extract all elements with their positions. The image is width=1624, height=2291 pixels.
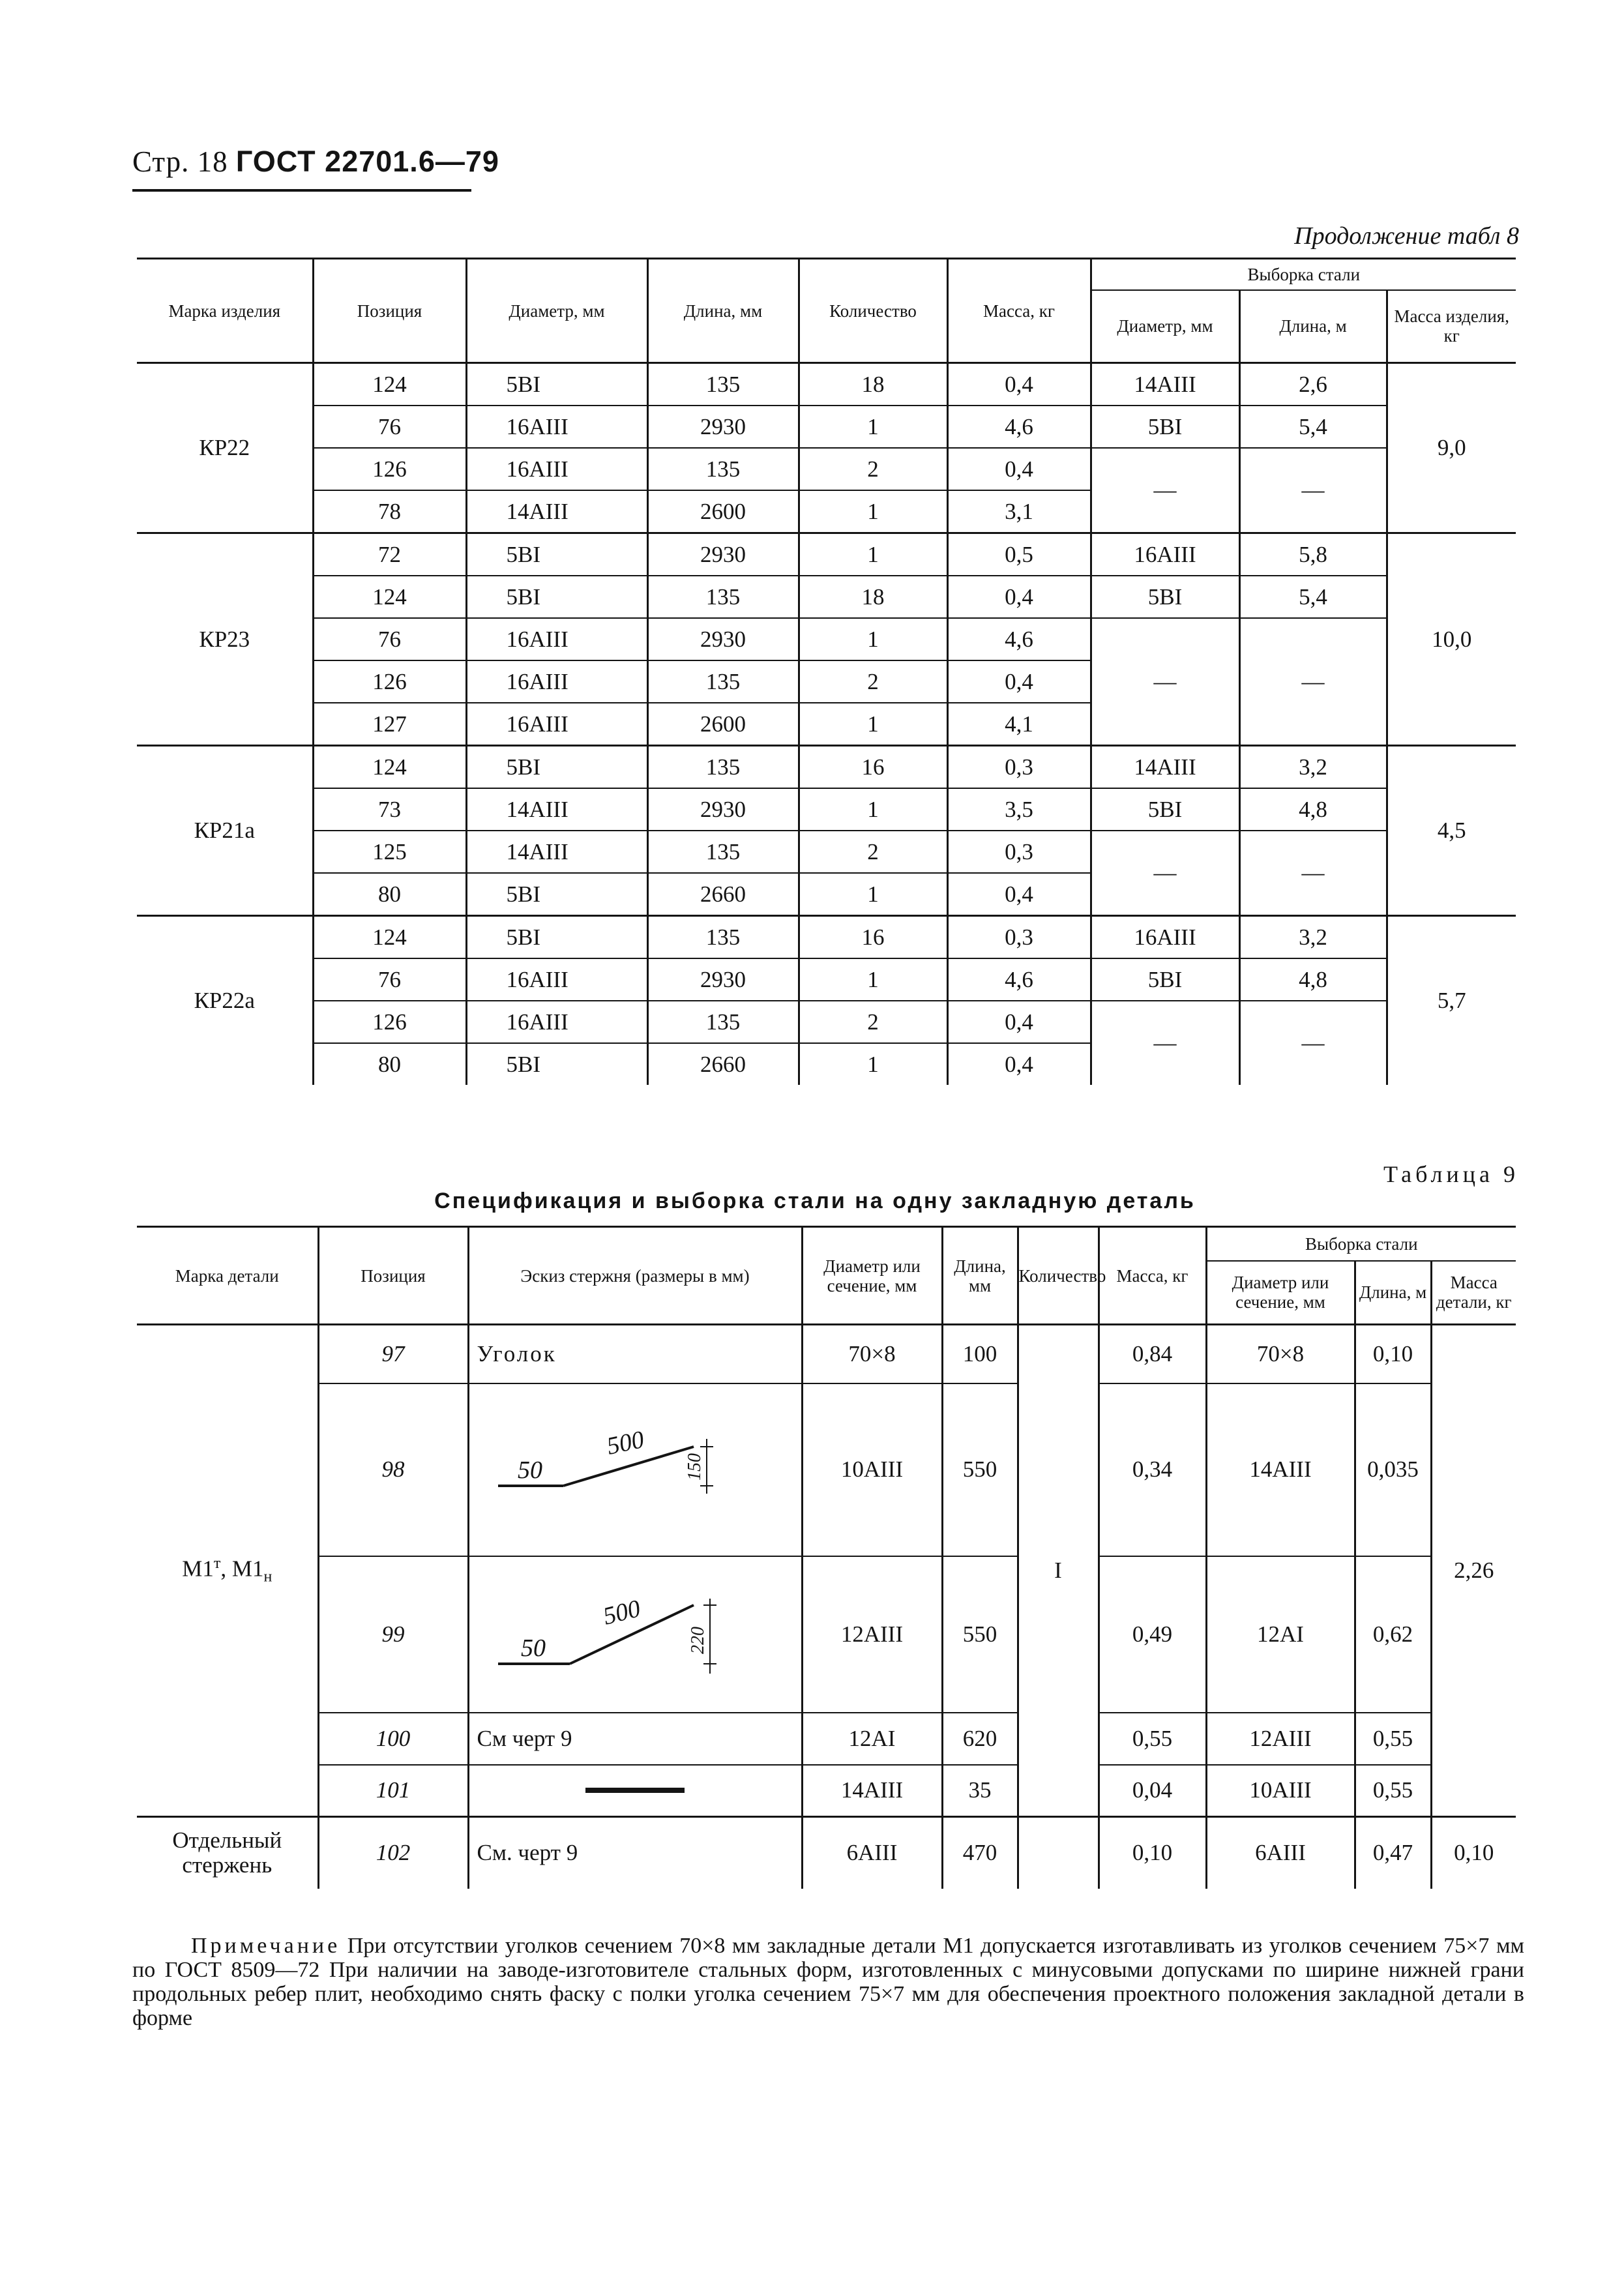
sketch98-height-dim: 150 [685,1453,705,1481]
t9-mark-main [137,1325,318,1817]
t8-position: 127 [313,703,466,746]
t9-header-quantity: Количество [1018,1227,1099,1325]
t8-mass: 3,1 [947,490,1091,533]
footnote-label: Примечание [191,1934,341,1958]
t9-row97-sel-len: 0,10 [1355,1325,1431,1383]
t8-length: 135 [647,746,799,789]
t8-quantity: 1 [799,406,947,448]
t8-sel-diameter: 16AIII [1091,533,1239,576]
table9-label: Таблица 9 [1383,1161,1519,1187]
t9-row97-pos: 97 [318,1325,468,1383]
t8-diameter: 14AIII [466,788,647,831]
t8-mass: 0,3 [947,746,1091,789]
t8-row [137,363,1516,406]
t8-row [137,831,1516,873]
t8-total-mass: 9,0 [1437,435,1466,460]
standard-code: ГОСТ 22701.6—79 [235,145,499,178]
t8-length: 2930 [647,788,799,831]
t9-header-position: Позиция [318,1227,468,1325]
t8-diameter: 16AIII [466,406,647,448]
t8-header-mass: Масса, кг [947,259,1091,363]
t8-row [137,576,1516,618]
t9-row102-len: 470 [942,1817,1018,1889]
t8-diameter: 5BI [466,363,647,406]
t9-row102-sel-mass: 0,10 [1454,1840,1494,1866]
t8-diameter: 16AIII [466,1001,647,1043]
t9-row98-diam: 10AIII [802,1383,942,1556]
t9-row102-sel-len: 0,47 [1355,1817,1431,1889]
t8-position: 80 [313,873,466,916]
t8-quantity: 1 [799,873,947,916]
t8-diameter: 5BI [466,1043,647,1085]
t8-length: 135 [647,576,799,618]
t9-row102-mass: 0,10 [1099,1817,1206,1889]
t9-row100-mass: 0,55 [1099,1713,1206,1765]
t9-mark-sup: т [213,1555,221,1573]
t8-length: 135 [647,660,799,703]
t9-mark-sep: , М1 [220,1556,264,1582]
t9-row99-sel-diam: 12AI [1206,1556,1355,1713]
sketch98-short-dim: 50 [518,1456,542,1484]
t8-mass: 0,4 [947,660,1091,703]
t8-diameter: 16AIII [466,958,647,1001]
t9-row100-len: 620 [942,1713,1018,1765]
t8-sel-length: 5,4 [1239,406,1387,448]
t8-header-sel-diameter: Диаметр, мм [1091,290,1239,363]
t9-row102-qty [1018,1817,1099,1889]
t8-header-position: Позиция [313,259,466,363]
t8-mass: 0,3 [947,831,1091,873]
footnote-text: При отсутствии уголков сечением 70×8 мм закладные детали М1 допускается изготавливать из уголков сечением 75×7 мм по ГОСТ 8509—72 При наличии на заводе-изготовителе стальных форм, изготовленных с минусовыми допусками по ширине нижней грани продольных ребер плит, необходимо снять фаску с полки уголка сечением 75×7 мм для обеспечения проектного положения закладной детали в форме [132,1934,1524,2030]
t9-header-length: Длина, мм [942,1227,1018,1325]
page-number: Стр. 18 [132,145,228,178]
t8-header-sel-mass: Масса изделия, кг [1394,306,1509,346]
t8-position: 76 [313,958,466,1001]
t8-length: 135 [647,1001,799,1043]
t9-row97-sel-diam: 70×8 [1206,1325,1355,1383]
t9-separate-mark: Отдельный стержень [137,1817,318,1889]
t8-position: 125 [313,831,466,873]
t8-quantity: 16 [799,916,947,959]
bent-bar-sketch-99 [485,1586,785,1683]
t8-diameter: 5BI [466,916,647,959]
bent-bar-sketch-98 [485,1421,785,1518]
t8-row [137,618,1516,660]
t8-mark: КР23 [137,533,313,746]
table9-title: Спецификация и выборка стали на одну закладную деталь [434,1189,1196,1213]
t8-position: 126 [313,448,466,490]
t8-sel-length: — [1239,618,1387,746]
t9-row99-mass: 0,49 [1099,1556,1206,1713]
t9-total-main: 2,26 [1431,1325,1516,1817]
table9 [137,1226,1516,1889]
t9-header-sel-diameter: Диаметр или сечение, мм [1206,1261,1355,1325]
t9-row101-sel-len: 0,55 [1355,1765,1431,1817]
t9-row97-len: 100 [942,1325,1018,1383]
t8-mass: 4,6 [947,406,1091,448]
t9-row100-sel-diam: 12AIII [1206,1713,1355,1765]
t8-mass: 4,1 [947,703,1091,746]
t8-length: 2660 [647,873,799,916]
t9-row100-diam: 12AI [802,1713,942,1765]
t8-sel-length: 4,8 [1239,958,1387,1001]
t9-row98-len: 550 [942,1383,1018,1556]
t8-diameter: 5BI [466,873,647,916]
t8-position: 80 [313,1043,466,1085]
t9-header-diameter: Диаметр или сечение, мм [802,1227,942,1325]
t8-position: 76 [313,618,466,660]
t8-length: 2930 [647,618,799,660]
t8-position: 124 [313,363,466,406]
t8-row [137,916,1516,959]
t8-length: 2930 [647,533,799,576]
t8-quantity: 2 [799,660,947,703]
t8-total-mass: 10,0 [1432,626,1472,652]
t8-total-mass: 4,5 [1437,818,1466,843]
t8-diameter: 5BI [466,576,647,618]
t8-mass: 0,4 [947,363,1091,406]
t8-length: 2660 [647,1043,799,1085]
t8-mass: 3,5 [947,788,1091,831]
t9-row98-pos: 98 [318,1383,468,1556]
t8-quantity: 2 [799,831,947,873]
t8-sel-diameter: 5BI [1091,958,1239,1001]
t8-sel-length: 4,8 [1239,788,1387,831]
t8-sel-diameter: 14AIII [1091,746,1239,789]
t8-sel-diameter: 5BI [1091,406,1239,448]
t8-mass: 0,5 [947,533,1091,576]
t8-mass: 4,6 [947,618,1091,660]
t8-position: 73 [313,788,466,831]
t8-sel-diameter: 16AIII [1091,916,1239,959]
t9-row98-sketch-cell [468,1383,802,1556]
table8 [137,258,1516,1085]
t8-header-diameter: Диаметр, мм [466,259,647,363]
t8-quantity: 1 [799,490,947,533]
t8-mass: 0,4 [947,873,1091,916]
t8-diameter: 16AIII [466,703,647,746]
t8-diameter: 14AIII [466,490,647,533]
t8-quantity: 2 [799,1001,947,1043]
t9-row102-sketch: См. черт 9 [468,1817,802,1889]
footnote [132,1934,1524,2030]
t8-mark: КР22а [137,916,313,1086]
t8-header-sel-length: Длина, м [1239,290,1387,363]
t8-mass: 0,4 [947,1001,1091,1043]
t8-position: 126 [313,660,466,703]
t9-row99-diam: 12AIII [802,1556,942,1713]
t8-mark: КР21а [137,746,313,916]
t8-row [137,533,1516,576]
t9-header-sketch: Эскиз стержня (размеры в мм) [468,1227,802,1325]
sketch99-long-dim: 500 [600,1594,643,1631]
t8-mass: 0,3 [947,916,1091,959]
t8-sel-diameter: — [1091,618,1239,746]
t8-sel-diameter: — [1091,448,1239,533]
t9-row101-pos: 101 [318,1765,468,1817]
t9-row101-len: 35 [942,1765,1018,1817]
short-bar-sketch-101 [583,1784,687,1797]
sketch99-height-dim: 220 [688,1626,708,1654]
t8-diameter: 16AIII [466,448,647,490]
t8-position: 124 [313,916,466,959]
t8-length: 135 [647,448,799,490]
t8-mass: 0,4 [947,448,1091,490]
t8-quantity: 1 [799,958,947,1001]
t9-row102-diam: 6AIII [802,1817,942,1889]
t9-row101-diam: 14AIII [802,1765,942,1817]
t8-position: 126 [313,1001,466,1043]
t9-row99-pos: 99 [318,1556,468,1713]
sketch99-short-dim: 50 [521,1634,546,1662]
t8-position: 76 [313,406,466,448]
t8-row [137,788,1516,831]
t9-row102-sel-diam: 6AIII [1206,1817,1355,1889]
t9-row100-pos: 100 [318,1713,468,1765]
t8-length: 135 [647,916,799,959]
t8-sel-diameter: 5BI [1091,788,1239,831]
t8-row [137,746,1516,789]
t9-row101-sketch-cell [468,1765,802,1817]
page-header [132,145,499,179]
t8-length: 2600 [647,490,799,533]
t9-header-mass: Масса, кг [1099,1227,1206,1325]
table8-continuation-label: Продолжение табл 8 [1294,222,1519,250]
t9-row101-mass: 0,04 [1099,1765,1206,1817]
t8-header-selection: Выборка стали [1091,259,1516,290]
t8-position: 124 [313,746,466,789]
t8-header-length: Длина, мм [647,259,799,363]
t8-length: 135 [647,363,799,406]
t8-quantity: 1 [799,618,947,660]
t8-diameter: 16AIII [466,660,647,703]
t9-row97-sketch: Уголок [468,1325,802,1383]
t9-row97-mass: 0,84 [1099,1325,1206,1383]
t8-position: 124 [313,576,466,618]
t9-row97-diam: 70×8 [802,1325,942,1383]
t9-row102-pos: 102 [318,1817,468,1889]
t8-sel-diameter: — [1091,831,1239,916]
t8-quantity: 18 [799,363,947,406]
t9-row98-sel-len: 0,035 [1355,1383,1431,1556]
t8-mass: 4,6 [947,958,1091,1001]
t9-row99-sketch-cell [468,1556,802,1713]
t8-sel-diameter: — [1091,1001,1239,1085]
t9-quantity-main: I [1018,1325,1099,1817]
t9-row98-mass: 0,34 [1099,1383,1206,1556]
t9-row101-sel-diam: 10AIII [1206,1765,1355,1817]
t8-header-mark: Марка изделия [137,259,313,363]
t9-row100-sketch: См черт 9 [468,1713,802,1765]
t8-diameter: 5BI [466,533,647,576]
t8-quantity: 1 [799,533,947,576]
t8-quantity: 1 [799,703,947,746]
t9-header-mark: Марка детали [137,1227,318,1325]
t8-diameter: 16AIII [466,618,647,660]
t8-sel-length: 2,6 [1239,363,1387,406]
t8-sel-length: 3,2 [1239,746,1387,789]
t8-quantity: 1 [799,1043,947,1085]
t9-mark-base: М1 [182,1556,214,1582]
t8-sel-length: 3,2 [1239,916,1387,959]
t8-total-mass: 5,7 [1437,988,1466,1013]
header-underline [132,189,471,192]
t8-row [137,448,1516,490]
t8-length: 2600 [647,703,799,746]
t8-sel-length: — [1239,831,1387,916]
t8-length: 2930 [647,406,799,448]
t8-position: 72 [313,533,466,576]
t8-header-quantity: Количество [799,259,947,363]
t8-sel-length: 5,8 [1239,533,1387,576]
t8-mass: 0,4 [947,576,1091,618]
t8-length: 135 [647,831,799,873]
t9-header-sel-length: Длина, м [1355,1261,1431,1325]
t9-row100-sel-len: 0,55 [1355,1713,1431,1765]
t9-row98-sel-diam: 14AIII [1206,1383,1355,1556]
t9-mark-sub: н [263,1568,273,1586]
t8-diameter: 5BI [466,746,647,789]
t8-mass: 0,4 [947,1043,1091,1085]
t8-length: 2930 [647,958,799,1001]
t8-sel-length: — [1239,1001,1387,1085]
t8-sel-diameter: 14AIII [1091,363,1239,406]
t8-quantity: 18 [799,576,947,618]
t8-quantity: 2 [799,448,947,490]
t9-header-selection: Выборка стали [1206,1227,1516,1261]
t8-row [137,1001,1516,1043]
t8-position: 78 [313,490,466,533]
t9-row99-len: 550 [942,1556,1018,1713]
t8-row [137,958,1516,1001]
t9-row99-sel-len: 0,62 [1355,1556,1431,1713]
t8-row [137,406,1516,448]
t8-sel-length: — [1239,448,1387,533]
sketch98-long-dim: 500 [604,1425,647,1460]
t8-quantity: 1 [799,788,947,831]
t8-sel-diameter: 5BI [1091,576,1239,618]
t8-quantity: 16 [799,746,947,789]
t9-header-sel-mass: Масса детали, кг [1436,1273,1512,1312]
t8-mark: КР22 [137,363,313,533]
t8-sel-length: 5,4 [1239,576,1387,618]
t8-diameter: 14AIII [466,831,647,873]
